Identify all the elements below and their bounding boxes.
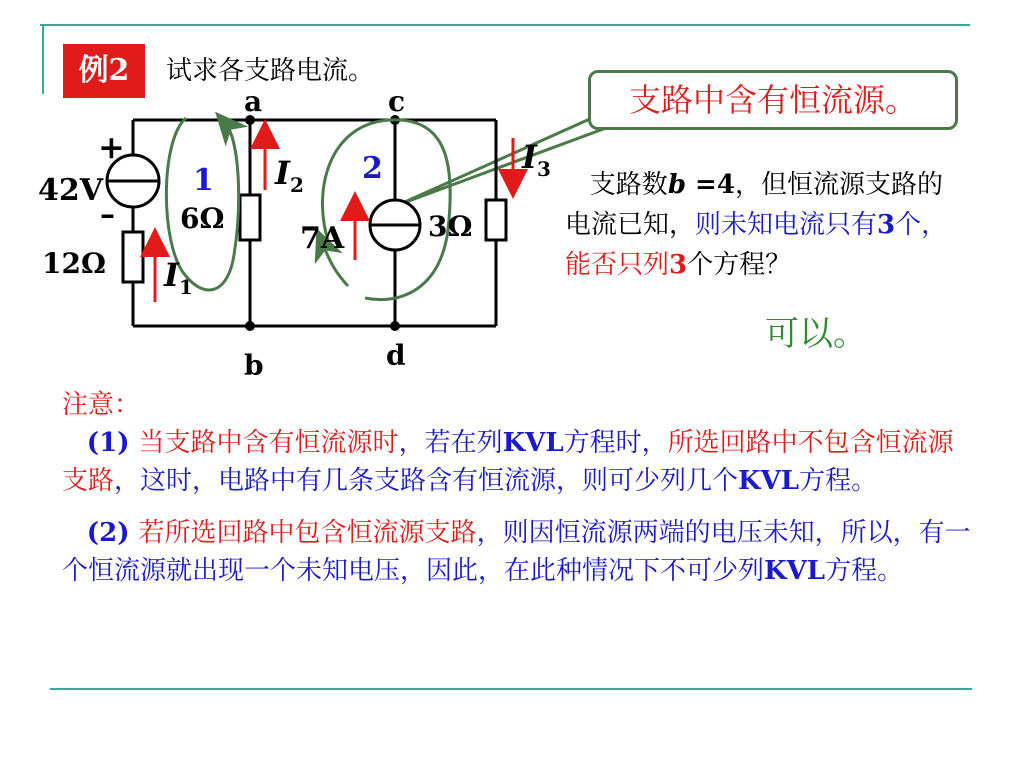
side-t3: =4 xyxy=(686,170,735,200)
loop-2-label: 2 xyxy=(362,151,383,186)
notes-section xyxy=(62,386,974,590)
node-a-label: a xyxy=(244,85,263,118)
example-badge: 例2 xyxy=(63,44,145,98)
side-t8: 能否只列 xyxy=(565,250,670,280)
question-text: 试求各支路电流。 xyxy=(166,56,375,86)
i1-label: $I_1$ xyxy=(164,256,193,299)
side-t10: 个方程？ xyxy=(687,250,792,280)
note-paragraph-1 xyxy=(62,424,974,500)
node-d-dot xyxy=(390,321,400,331)
side-t9: 3 xyxy=(669,250,688,280)
bottom-rule xyxy=(50,688,972,690)
node-b-dot xyxy=(245,321,255,331)
answer-text: 可以。 xyxy=(765,314,867,354)
note-2-c: KVL xyxy=(764,556,826,586)
r2-label: 6Ω xyxy=(180,202,225,235)
source-plus-sign: + xyxy=(98,128,125,166)
note-1-d: 方程时， xyxy=(563,428,668,458)
note-1-g: KVL xyxy=(738,466,800,496)
notes-heading: 注意： xyxy=(62,390,141,420)
note-2-number: (2) xyxy=(86,518,139,548)
side-t5: 则未知电流只有 xyxy=(695,210,878,240)
callout-box: 支路中含有恒流源。 xyxy=(588,70,958,130)
source-minus-sign: – xyxy=(100,197,115,232)
r3-label: 3Ω xyxy=(428,210,473,243)
resistor-3ohm xyxy=(486,200,506,240)
side-question xyxy=(565,165,950,285)
source-voltage-label: 42V xyxy=(38,173,104,208)
note-1-a: 当支路中含有恒流源时 xyxy=(138,428,399,458)
current-source-label: 7A xyxy=(300,221,345,256)
resistor-6ohm xyxy=(240,195,260,240)
loop-1-label: 1 xyxy=(193,163,214,198)
i2-label: $I_2$ xyxy=(275,154,304,197)
note-1-number: (1) xyxy=(86,428,139,458)
resistor-12ohm xyxy=(123,232,143,282)
i3-label: $I_3$ xyxy=(522,138,551,181)
r1-label: 12Ω xyxy=(42,247,106,280)
side-t6: 3 xyxy=(877,210,896,240)
note-1-f: ，这时，电路中有几条支路含有恒流源，则可少列几个 xyxy=(114,466,739,496)
side-t7: 个， xyxy=(895,210,948,240)
side-b-symbol: b xyxy=(667,170,686,200)
node-d-label: d xyxy=(386,339,406,372)
note-1-c: KVL xyxy=(502,428,564,458)
note-paragraph-2 xyxy=(62,514,974,590)
node-b-label: b xyxy=(244,349,264,382)
note-1-e: 所选回路中不包含恒流源支路 xyxy=(62,428,954,496)
side-t4: ，但恒流源支路的电流已知， xyxy=(565,170,943,240)
note-1-h: 方程。 xyxy=(799,466,878,496)
note-2-a: 若所选回路中包含恒流源支路 xyxy=(138,518,477,548)
note-2-d: 方程。 xyxy=(825,556,904,586)
note-2-b: ，则因恒流源两端的电压未知，所以，有一个恒流源就出现一个未知电压，因此，在此种情况下不可少列 xyxy=(62,518,971,586)
note-1-b: ，若在列 xyxy=(398,428,503,458)
side-t1: 支路数 xyxy=(589,170,668,200)
node-c-label: c xyxy=(388,85,406,118)
